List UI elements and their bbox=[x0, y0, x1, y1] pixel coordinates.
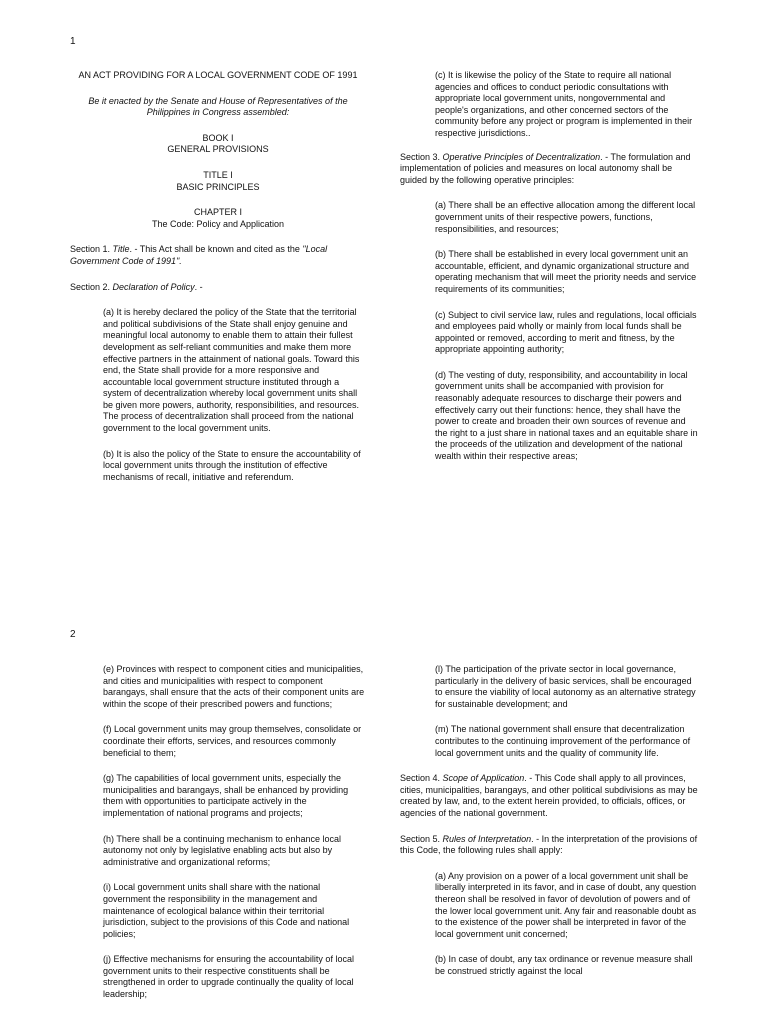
section-1-text: . - This Act shall be known and cited as the bbox=[129, 244, 303, 255]
section-3j: (j) Effective mechanisms for ensuring the accountability of local government units to their respective constituents shall be strengthened in order to upgrade continually the quality of local leadership; bbox=[103, 954, 354, 1000]
page2-left-column bbox=[103, 664, 368, 1001]
section-3c: (c) Subject to civil service law, rules and regulations, local officials and employees paid wholly or mainly from local funds shall be appointed or removed, according to merit and fitness, by the appropriate appointing authority; bbox=[435, 309, 697, 355]
section-4-prefix: Section 4. bbox=[400, 773, 443, 784]
section-1 bbox=[70, 244, 366, 267]
section-2b: (b) It is also the policy of the State to ensure the accountability of local government units through the institution of effective mechanisms of recall, initiative and referendum. bbox=[103, 448, 361, 482]
section-5-heading: Rules of Interpretation bbox=[442, 833, 532, 844]
page1-right-column bbox=[400, 70, 700, 463]
title-name: BASIC PRINCIPLES bbox=[176, 181, 260, 192]
section-3-heading: Operative Principles of Decentralization bbox=[442, 151, 601, 162]
page2-right-column bbox=[400, 664, 700, 977]
section-3f: (f) Local government units may group themselves, consolidate or coordinate their efforts, services, and resources commonly beneficial to them; bbox=[103, 724, 362, 758]
enacting-clause: Be it enacted by the Senate and House of Representatives of the Philippines in Congress assembled: bbox=[88, 95, 348, 118]
section-3a: (a) There shall be an effective allocation among the different local government units of their respective powers, functions, responsibilities, and resources; bbox=[435, 200, 696, 234]
section-2a: (a) It is hereby declared the policy of the State that the territorial and political subdivisions of the State shall enjoy genuine and meaningful local autonomy to enable them to attain their fullest development as self-reliant communities and make them more effective partners in the attainment of national goals. Toward this end, the State shall provide for a more responsive and accountable local government structure instituted through a system of decentralization whereby local government units shall be given more powers, authority, responsibilities, and resources. The process of decentralization shall proceed from the national government to the local government units. bbox=[103, 307, 360, 434]
section-3g: (g) The capabilities of local government units, especially the municipalities and barangays, shall be enhanced by providing them with opportunities to participate actively in the implementation of national programs and projects; bbox=[103, 773, 349, 818]
section-3-prefix: Section 3. bbox=[400, 151, 443, 162]
section-1-quote: "Local Government Code of 1991". bbox=[70, 244, 328, 266]
section-2-prefix: Section 2. bbox=[70, 281, 113, 292]
section-4-heading: Scope of Application bbox=[442, 773, 525, 784]
section-5a: (a) Any provision on a power of a local government unit shall be liberally interpreted in its favor, and in case of doubt, any question thereon shall be resolved in favor of devolution of powers and of the lower local government unit. Any fair and reasonable doubt as to the existence of the power shall be interpreted in favor of the local government unit concerned; bbox=[435, 870, 697, 939]
section-5b: (b) In case of doubt, any tax ordinance or revenue measure shall be construed strictly against the local bbox=[435, 954, 693, 976]
section-1-prefix: Section 1. bbox=[70, 244, 113, 255]
section-5-prefix: Section 5. bbox=[400, 833, 443, 844]
section-5-text: . - In the interpretation of the provisions of this Code, the following rules shall apply: bbox=[400, 833, 698, 856]
section-4 bbox=[400, 773, 700, 819]
section-3b: (b) There shall be established in every local government unit an accountable, efficient, and dynamic organizational structure and operating mechanism that will meet the priority needs and service requirements of its communities; bbox=[435, 249, 697, 294]
chapter-label: CHAPTER I bbox=[193, 207, 242, 218]
section-5 bbox=[400, 834, 700, 857]
section-2c: (c) It is likewise the policy of the State to require all national agencies and offices to conduct periodic consultations with appropriate local government units, nongovernmental and people's organizations, and other concerned sectors of the community before any project or program is implemented in their respective jurisdictions.. bbox=[435, 70, 693, 138]
page-number: 1 bbox=[70, 36, 76, 47]
chapter-name: The Code: Policy and Application bbox=[151, 218, 285, 229]
book-title: GENERAL PROVISIONS bbox=[167, 144, 269, 155]
section-2-suffix: . - bbox=[194, 281, 203, 292]
book-label: BOOK I bbox=[202, 132, 234, 143]
section-2-heading: Declaration of Policy bbox=[112, 281, 195, 292]
section-3d: (d) The vesting of duty, responsibility, and accountability in local government units shall be accompanied with provision for reasonably adequate resources to discharge their powers and effectively carry out their functions: hence, they shall have the power to create and broaden their own sources of revenue and the right to a just share in national taxes and an equitable share in the proceeds of the utilization and development of the national wealth within their respective areas; bbox=[435, 369, 698, 462]
section-3e: (e) Provinces with respect to component cities and municipalities, and cities and municipalities with respect to component barangays, shall ensure that the acts of their component units are within the scope of their prescribed powers and functions; bbox=[103, 664, 365, 709]
page1-left-column bbox=[70, 70, 366, 483]
section-4-text: . - This Code shall apply to all provinces, cities, municipalities, barangays, and other political subdivisions as may be created by law, and, to the extent herein provided, to officials, offices, or agencies of the national government. bbox=[400, 773, 698, 818]
section-1-heading: Title bbox=[112, 244, 130, 255]
act-title: AN ACT PROVIDING FOR A LOCAL GOVERNMENT CODE OF 1991 bbox=[78, 70, 358, 80]
section-3i: (i) Local government units shall share with the national government the responsibility in the management and maintenance of ecological balance within their territorial jurisdiction, subject to the provisions of this Code and national policies; bbox=[103, 882, 350, 939]
section-2 bbox=[70, 282, 366, 294]
section-3m: (m) The national government shall ensure that decentralization contributes to the continuing improvement of the performance of local government units and the quality of community life. bbox=[435, 724, 691, 758]
section-3-text: . - The formulation and implementation of policies and measures on local autonomy shall be guided by the following operative principles: bbox=[400, 151, 691, 185]
section-3h: (h) There shall be a continuing mechanism to enhance local autonomy not only by legislative enabling acts but also by administrative and organizational reforms; bbox=[103, 833, 341, 867]
section-3l: (l) The participation of the private sector in local governance, particularly in the delivery of basic services, shall be encouraged to ensure the viability of local autonomy as an alternative strategy for sustainable development; and bbox=[435, 664, 696, 709]
page-number: 2 bbox=[70, 629, 76, 640]
title-label: TITLE I bbox=[203, 169, 233, 180]
section-3 bbox=[400, 152, 700, 187]
